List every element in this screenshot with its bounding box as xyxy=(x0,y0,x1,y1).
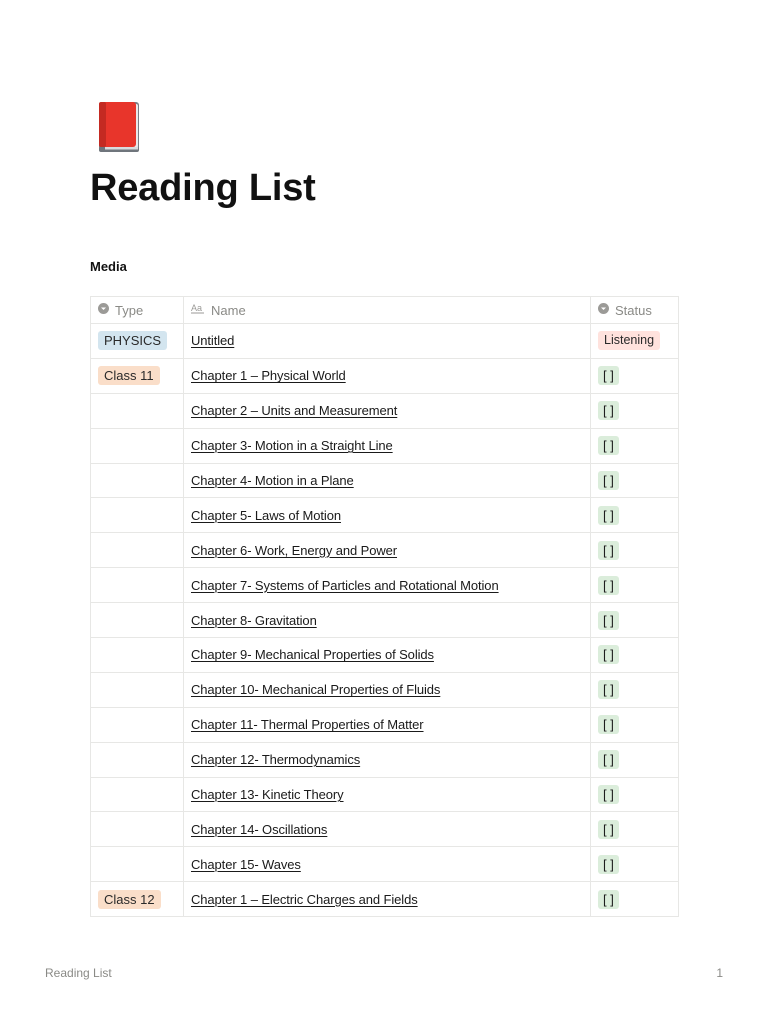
svg-text:Aa: Aa xyxy=(191,303,203,313)
type-cell[interactable] xyxy=(91,463,184,498)
name-cell xyxy=(184,603,591,638)
section-title: Media xyxy=(90,259,127,274)
footer-title: Reading List xyxy=(45,966,112,980)
name-cell xyxy=(184,812,591,847)
name-cell xyxy=(184,638,591,673)
name-cell xyxy=(184,324,591,359)
type-column-header[interactable] xyxy=(91,297,184,324)
select-property-icon xyxy=(598,302,609,317)
table-row[interactable] xyxy=(91,777,679,812)
status-tag: [ ] xyxy=(598,436,619,455)
text-property-icon xyxy=(191,302,205,317)
status-tag: [ ] xyxy=(598,576,619,595)
page-link[interactable]: Chapter 12- Thermodynamics xyxy=(191,752,361,768)
table-row[interactable] xyxy=(91,324,679,359)
red-book-icon xyxy=(96,100,142,154)
table-row[interactable] xyxy=(91,428,679,463)
select-property-icon xyxy=(98,302,109,317)
table-row[interactable] xyxy=(91,393,679,428)
type-header-label: Type xyxy=(115,303,144,318)
table-row[interactable] xyxy=(91,742,679,777)
table-header-row xyxy=(91,297,679,324)
status-cell[interactable] xyxy=(591,777,679,812)
media-table xyxy=(90,296,679,917)
status-cell[interactable] xyxy=(591,812,679,847)
type-cell[interactable] xyxy=(91,707,184,742)
type-cell[interactable] xyxy=(91,812,184,847)
status-column-header[interactable] xyxy=(591,297,679,324)
table-row[interactable] xyxy=(91,533,679,568)
page-link[interactable]: Chapter 14- Oscillations xyxy=(191,821,328,837)
status-tag: [ ] xyxy=(598,366,619,385)
status-cell[interactable] xyxy=(591,324,679,359)
table-row[interactable] xyxy=(91,463,679,498)
type-tag: Class 11 xyxy=(98,366,160,385)
name-cell xyxy=(184,777,591,812)
status-cell[interactable] xyxy=(591,358,679,393)
page-link[interactable]: Untitled xyxy=(191,333,235,349)
status-tag: [ ] xyxy=(598,611,619,630)
name-cell xyxy=(184,498,591,533)
table-row[interactable] xyxy=(91,672,679,707)
status-cell[interactable] xyxy=(591,638,679,673)
status-cell[interactable] xyxy=(591,707,679,742)
page-link[interactable]: Chapter 10- Mechanical Properties of Fluids xyxy=(191,682,441,698)
status-tag: Listening xyxy=(598,331,660,350)
status-cell[interactable] xyxy=(591,533,679,568)
status-tag: [ ] xyxy=(598,785,619,804)
type-tag: PHYSICS xyxy=(98,331,167,350)
type-cell[interactable] xyxy=(91,847,184,882)
name-cell xyxy=(184,463,591,498)
name-cell xyxy=(184,358,591,393)
status-tag: [ ] xyxy=(598,645,619,664)
type-cell[interactable] xyxy=(91,882,184,917)
page-link[interactable]: Chapter 7- Systems of Particles and Rotational Motion xyxy=(191,577,499,593)
type-tag: Class 12 xyxy=(98,890,161,909)
name-column-header[interactable] xyxy=(184,297,591,324)
status-header-label: Status xyxy=(615,303,652,318)
status-tag: [ ] xyxy=(598,855,619,874)
status-tag: [ ] xyxy=(598,401,619,420)
type-cell[interactable] xyxy=(91,568,184,603)
name-cell xyxy=(184,742,591,777)
page-link[interactable]: Chapter 11- Thermal Properties of Matter xyxy=(191,717,424,733)
page-title: Reading List xyxy=(90,167,316,209)
name-cell xyxy=(184,672,591,707)
table-row[interactable] xyxy=(91,882,679,917)
page-link[interactable]: Chapter 4- Motion in a Plane xyxy=(191,473,354,488)
status-cell[interactable] xyxy=(591,393,679,428)
table-row[interactable] xyxy=(91,568,679,603)
type-cell[interactable] xyxy=(91,672,184,707)
page-link[interactable]: Chapter 3- Motion in a Straight Line xyxy=(191,438,393,454)
name-cell xyxy=(184,882,591,917)
table-row[interactable] xyxy=(91,812,679,847)
page-link[interactable]: Chapter 1 – Electric Charges and Fields xyxy=(191,891,418,907)
status-tag: [ ] xyxy=(598,820,619,839)
status-cell[interactable] xyxy=(591,742,679,777)
type-cell[interactable] xyxy=(91,498,184,533)
name-cell xyxy=(184,707,591,742)
status-tag: [ ] xyxy=(598,715,619,734)
name-cell xyxy=(184,428,591,463)
footer-page-number: 1 xyxy=(716,966,723,980)
type-cell[interactable] xyxy=(91,324,184,359)
type-cell[interactable] xyxy=(91,358,184,393)
type-cell[interactable] xyxy=(91,533,184,568)
name-cell xyxy=(184,393,591,428)
status-cell[interactable] xyxy=(591,847,679,882)
page-link[interactable]: Chapter 15- Waves xyxy=(191,856,301,872)
status-tag: [ ] xyxy=(598,750,619,769)
page-link[interactable]: Chapter 9- Mechanical Properties of Solids xyxy=(191,647,434,663)
table-row[interactable] xyxy=(91,603,679,638)
type-cell[interactable] xyxy=(91,603,184,638)
status-tag: [ ] xyxy=(598,541,619,560)
table-row[interactable] xyxy=(91,638,679,673)
table-row[interactable] xyxy=(91,498,679,533)
status-cell[interactable] xyxy=(591,603,679,638)
table-row[interactable] xyxy=(91,847,679,882)
page-link[interactable]: Chapter 8- Gravitation xyxy=(191,612,317,628)
status-cell[interactable] xyxy=(591,882,679,917)
page-link[interactable]: Chapter 6- Work, Energy and Power xyxy=(191,542,398,558)
name-header-label: Name xyxy=(211,303,246,318)
name-cell xyxy=(184,533,591,568)
name-cell xyxy=(184,568,591,603)
status-tag: [ ] xyxy=(598,506,619,525)
status-cell[interactable] xyxy=(591,428,679,463)
page-link[interactable]: Chapter 13- Kinetic Theory xyxy=(191,787,344,803)
table-row[interactable] xyxy=(91,707,679,742)
type-cell[interactable] xyxy=(91,638,184,673)
status-tag: [ ] xyxy=(598,890,619,909)
page-link[interactable]: Chapter 2 – Units and Measurement xyxy=(191,403,398,419)
page-link[interactable]: Chapter 5- Laws of Motion xyxy=(191,507,341,523)
status-cell[interactable] xyxy=(591,498,679,533)
status-tag: [ ] xyxy=(598,471,619,490)
type-cell[interactable] xyxy=(91,428,184,463)
status-tag: [ ] xyxy=(598,680,619,699)
table-row[interactable] xyxy=(91,358,679,393)
type-cell[interactable] xyxy=(91,742,184,777)
status-cell[interactable] xyxy=(591,568,679,603)
type-cell[interactable] xyxy=(91,393,184,428)
type-cell[interactable] xyxy=(91,777,184,812)
status-cell[interactable] xyxy=(591,463,679,498)
page-link[interactable]: Chapter 1 – Physical World xyxy=(191,368,346,384)
status-cell[interactable] xyxy=(591,672,679,707)
name-cell xyxy=(184,847,591,882)
